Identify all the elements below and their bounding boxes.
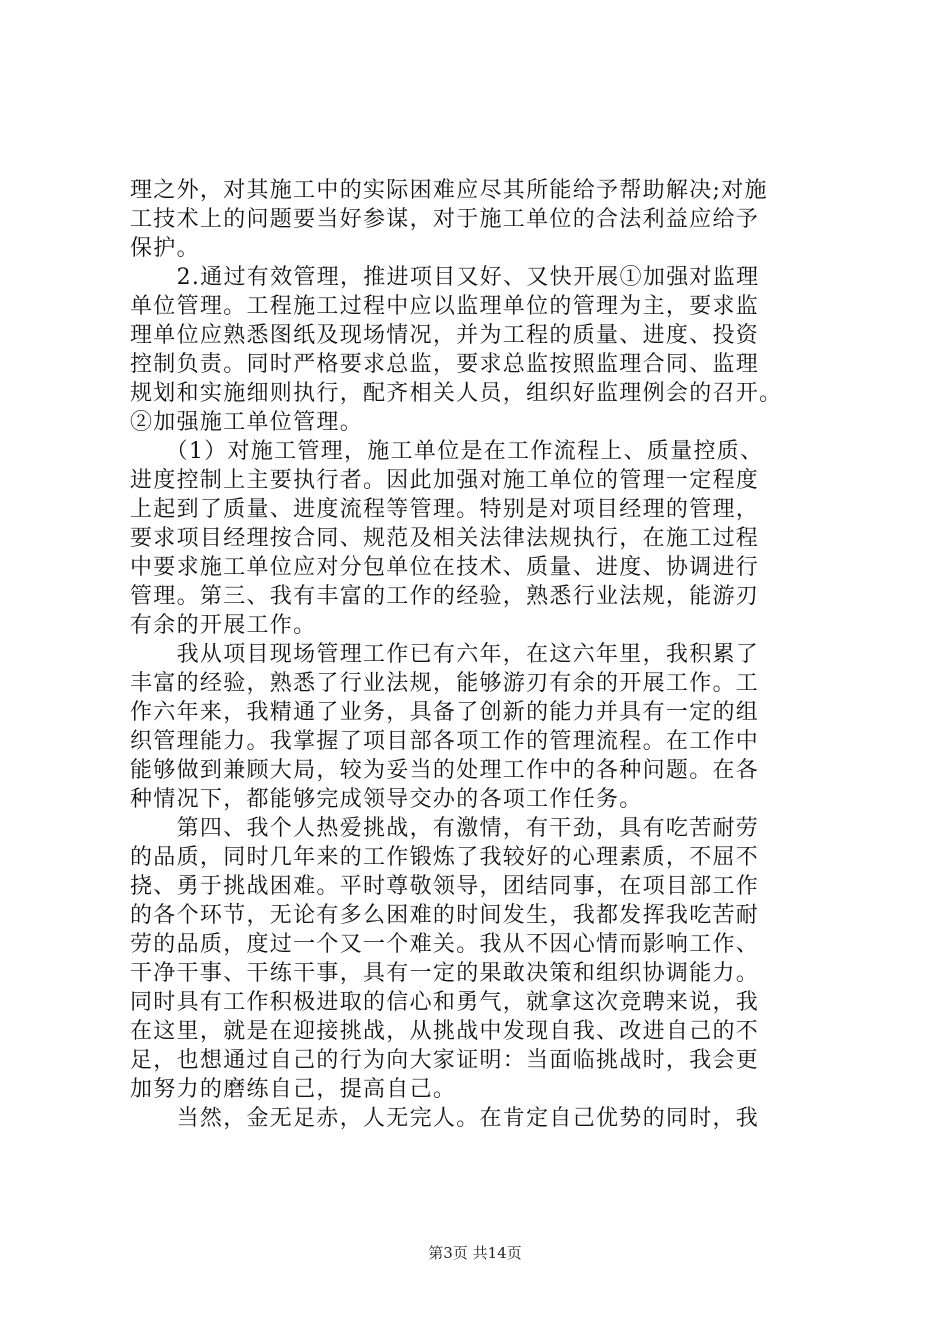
text-line: 理单位应熟悉图纸及现场情况，并为工程的质量、进度、投资 <box>130 323 760 348</box>
text-line: 进度控制上主要执行者。因此加强对施工单位的管理一定程度 <box>130 468 760 493</box>
text-line: 同时具有工作积极进取的信心和勇气，就拿这次竞聘来说，我 <box>130 990 760 1015</box>
text-line: 能够做到兼顾大局，较为妥当的处理工作中的各种问题。在各 <box>130 758 760 783</box>
text-line: 规划和实施细则执行，配齐相关人员，组织好监理例会的召开。 <box>130 381 783 406</box>
text-line: 上起到了质量、进度流程等管理。特别是对项目经理的管理， <box>130 497 760 522</box>
text-line: 保护。 <box>130 236 200 261</box>
text-line: 干净干事、干练干事，具有一定的果敢决策和组织协调能力。 <box>130 961 760 986</box>
page-number: 第3页 共14页 <box>428 1244 522 1262</box>
text-line: 单位管理。工程施工过程中应以监理单位的管理为主，要求监 <box>130 294 760 319</box>
text-line: 当然，金无足赤，人无完人。在肯定自己优势的同时，我 <box>130 1106 760 1131</box>
text-line: 理之外，对其施工中的实际困难应尽其所能给予帮助解决;对施 <box>130 178 768 203</box>
text-line: 足，也想通过自己的行为向大家证明：当面临挑战时，我会更 <box>130 1048 760 1073</box>
text-line: 中要求施工单位应对分包单位在技术、质量、进度、协调进行 <box>130 555 760 580</box>
text-line: 控制负责。同时严格要求总监，要求总监按照监理合同、监理 <box>130 352 760 377</box>
text-line: ②加强施工单位管理。 <box>130 410 364 435</box>
text-line: 管理。第三、我有丰富的工作的经验，熟悉行业法规，能游刃 <box>130 584 760 609</box>
text-line: 的各个环节，无论有多么困难的时间发生，我都发挥我吃苦耐 <box>130 903 760 928</box>
text-line: 作六年来，我精通了业务，具备了创新的能力并具有一定的组 <box>130 700 760 725</box>
text-line: 在这里，就是在迎接挑战，从挑战中发现自我、改进自己的不 <box>130 1019 760 1044</box>
text-line: 挠、勇于挑战困难。平时尊敬领导，团结同事，在项目部工作 <box>130 874 760 899</box>
text-line: 丰富的经验，熟悉了行业法规，能够游刃有余的开展工作。工 <box>130 671 760 696</box>
text-line: 第四、我个人热爱挑战，有激情，有干劲，具有吃苦耐劳 <box>130 816 760 841</box>
text-line: 劳的品质，度过一个又一个难关。我从不因心情而影响工作、 <box>130 932 760 957</box>
text-line: 工技术上的问题要当好参谋，对于施工单位的合法利益应给予 <box>130 207 760 232</box>
text-line: 的品质，同时几年来的工作锻炼了我较好的心理素质，不屈不 <box>130 845 760 870</box>
text-line: 要求项目经理按合同、规范及相关法律法规执行，在施工过程 <box>130 526 760 551</box>
text-line: 种情况下，都能够完成领导交办的各项工作任务。 <box>130 787 643 812</box>
text-line: 加努力的磨练自己，提高自己。 <box>130 1077 457 1102</box>
text-line: （1）对施工管理，施工单位是在工作流程上、质量控质、 <box>130 439 764 464</box>
text-line: 织管理能力。我掌握了项目部各项工作的管理流程。在工作中 <box>130 729 760 754</box>
text-line: 我从项目现场管理工作已有六年，在这六年里，我积累了 <box>130 642 760 667</box>
text-line: 有余的开展工作。 <box>130 613 317 638</box>
document-body <box>130 176 830 1133</box>
text-line: 2.通过有效管理，推进项目又好、又快开展①加强对监理 <box>130 265 760 290</box>
page-footer <box>0 1243 950 1263</box>
